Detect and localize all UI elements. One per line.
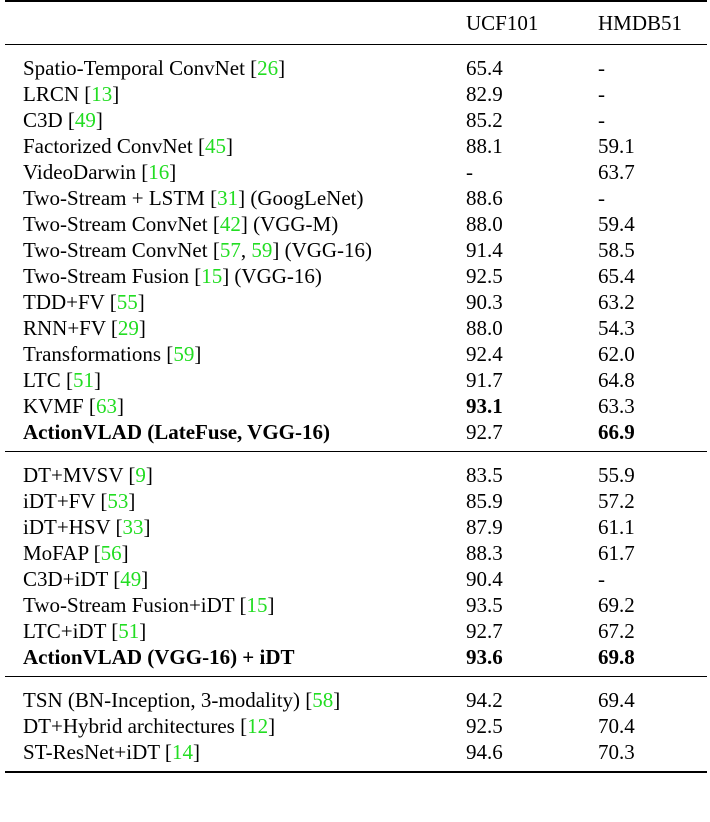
hmdb51-value: 62.0: [598, 342, 635, 366]
citation-link[interactable]: 14: [171, 740, 193, 764]
citation-link[interactable]: 63: [95, 394, 117, 418]
citation-link[interactable]: 59: [173, 342, 195, 366]
results-table: [5, 0, 707, 773]
table-row: [5, 185, 707, 211]
table-row: [5, 133, 707, 159]
ucf101-value: 83.5: [466, 463, 503, 487]
ucf101-value: 88.6: [466, 186, 503, 210]
citation-link[interactable]: 13: [91, 82, 113, 106]
citation-link[interactable]: 49: [120, 567, 142, 591]
header-row: [5, 2, 707, 44]
citation-link[interactable]: 56: [100, 541, 122, 565]
group-recent-methods: [5, 677, 707, 771]
citation-link[interactable]: 29: [117, 316, 139, 340]
citation-link[interactable]: 51: [118, 619, 140, 643]
group-two-stream-methods: [5, 45, 707, 451]
table-row: [5, 341, 707, 367]
ucf101-value: 88.1: [466, 134, 503, 158]
ucf101-value-best: 93.6: [466, 645, 503, 669]
table-row: [5, 159, 707, 185]
hmdb51-value-best: 66.9: [598, 420, 635, 444]
citation-link[interactable]: 58: [312, 688, 334, 712]
ucf101-value: 82.9: [466, 82, 503, 106]
citation-link[interactable]: 15: [246, 593, 268, 617]
ucf101-value: 85.2: [466, 108, 503, 132]
header-ucf101: UCF101: [466, 11, 539, 35]
citation-link[interactable]: 33: [122, 515, 144, 539]
ucf101-value: 88.0: [466, 212, 503, 236]
hmdb51-value: 61.1: [598, 515, 635, 539]
table-row: [5, 237, 707, 263]
method-cell: iDT+FV [53]: [23, 489, 136, 513]
method-cell: DT+MVSV [9]: [23, 463, 153, 487]
hmdb51-value: 64.8: [598, 368, 635, 392]
ucf101-value: 88.3: [466, 541, 503, 565]
citation-link[interactable]: 53: [107, 489, 129, 513]
ucf101-value: 90.4: [466, 567, 503, 591]
citation-link[interactable]: 45: [204, 134, 226, 158]
ucf101-value: 88.0: [466, 316, 503, 340]
method-cell: ActionVLAD (LateFuse, VGG-16): [23, 420, 331, 444]
method-cell: ST-ResNet+iDT [14]: [23, 740, 200, 764]
table-row: [5, 263, 707, 289]
hmdb51-value: 69.2: [598, 593, 635, 617]
method-cell: ActionVLAD (VGG-16) + iDT: [23, 645, 295, 669]
ucf101-value: 93.5: [466, 593, 503, 617]
table-row: [5, 488, 707, 514]
table-row: [5, 687, 707, 713]
citation-link[interactable]: 15: [201, 264, 223, 288]
method-cell: LTC [51]: [23, 368, 101, 392]
hmdb51-value: 63.2: [598, 290, 635, 314]
citation-link[interactable]: 16: [148, 160, 170, 184]
hmdb51-value: 55.9: [598, 463, 635, 487]
table-row: [5, 540, 707, 566]
method-cell: TSN (BN-Inception, 3-modality) [58]: [23, 688, 341, 712]
table-row: [5, 566, 707, 592]
hmdb51-value: 70.3: [598, 740, 635, 764]
table-row: [5, 462, 707, 488]
table-row: [5, 618, 707, 644]
header-hmdb51: HMDB51: [598, 11, 683, 35]
method-cell: iDT+HSV [33]: [23, 515, 151, 539]
hmdb51-value: 63.7: [598, 160, 635, 184]
bottom-rule: [5, 771, 707, 773]
citation-link[interactable]: 57: [219, 238, 241, 262]
ucf101-value: 94.2: [466, 688, 503, 712]
group-idt-methods: [5, 452, 707, 676]
hmdb51-value: -: [598, 82, 605, 106]
hmdb51-value: 67.2: [598, 619, 635, 643]
ucf101-value: 92.7: [466, 420, 503, 444]
table-row: [5, 315, 707, 341]
ucf101-value: 90.3: [466, 290, 503, 314]
method-cell: TDD+FV [55]: [23, 290, 145, 314]
hmdb51-value: 65.4: [598, 264, 635, 288]
ucf101-value: -: [466, 160, 473, 184]
ucf101-value: 92.4: [466, 342, 503, 366]
method-cell: Two-Stream Fusion+iDT [15]: [23, 593, 275, 617]
table-row: [5, 514, 707, 540]
method-cell: Transformations [59]: [23, 342, 202, 366]
hmdb51-value: -: [598, 567, 605, 591]
method-cell: LRCN [13]: [23, 82, 120, 106]
citation-link[interactable]: 49: [74, 108, 96, 132]
hmdb51-value: 58.5: [598, 238, 635, 262]
table-row: [5, 367, 707, 393]
method-cell: VideoDarwin [16]: [23, 160, 177, 184]
citation-link[interactable]: 26: [257, 56, 279, 80]
table-row: [5, 393, 707, 419]
hmdb51-value: 70.4: [598, 714, 635, 738]
citation-link[interactable]: 12: [247, 714, 269, 738]
citation-link[interactable]: 55: [116, 290, 138, 314]
method-cell: C3D [49]: [23, 108, 103, 132]
table-row: [5, 592, 707, 618]
method-cell: Spatio-Temporal ConvNet [26]: [23, 56, 286, 80]
table-row: [5, 211, 707, 237]
table-row-ours: [5, 419, 707, 445]
ucf101-value: 92.5: [466, 264, 503, 288]
method-cell: Two-Stream Fusion [15] (VGG-16): [23, 264, 322, 288]
hmdb51-value-best: 69.8: [598, 645, 635, 669]
ucf101-value: 92.5: [466, 714, 503, 738]
method-cell: KVMF [63]: [23, 394, 124, 418]
table-row: [5, 713, 707, 739]
ucf101-value: 91.4: [466, 238, 503, 262]
method-cell: LTC+iDT [51]: [23, 619, 147, 643]
ucf101-value: 85.9: [466, 489, 503, 513]
citation-link[interactable]: 31: [217, 186, 239, 210]
method-cell: Factorized ConvNet [45]: [23, 134, 233, 158]
table-row: [5, 81, 707, 107]
method-cell: C3D+iDT [49]: [23, 567, 149, 591]
hmdb51-value: 69.4: [598, 688, 635, 712]
citation-link[interactable]: 51: [72, 368, 94, 392]
ucf101-value: 65.4: [466, 56, 503, 80]
table-row: [5, 107, 707, 133]
hmdb51-value: -: [598, 186, 605, 210]
table-row: [5, 55, 707, 81]
method-cell: Two-Stream ConvNet [42] (VGG-M): [23, 212, 339, 236]
table-row-ours: [5, 644, 707, 670]
hmdb51-value: 59.1: [598, 134, 635, 158]
method-cell: DT+Hybrid architectures [12]: [23, 714, 276, 738]
ucf101-value-best: 93.1: [466, 394, 503, 418]
citation-link[interactable]: 59: [251, 238, 273, 262]
citation-link[interactable]: 9: [135, 463, 146, 487]
method-cell: Two-Stream ConvNet [57, 59] (VGG-16): [23, 238, 373, 262]
hmdb51-value: 54.3: [598, 316, 635, 340]
method-cell: RNN+FV [29]: [23, 316, 146, 340]
method-cell: Two-Stream + LSTM [31] (GoogLeNet): [23, 186, 364, 210]
ucf101-value: 91.7: [466, 368, 503, 392]
table-row: [5, 289, 707, 315]
table-row: [5, 739, 707, 765]
method-cell: MoFAP [56]: [23, 541, 129, 565]
citation-link[interactable]: 42: [219, 212, 241, 236]
hmdb51-value: -: [598, 56, 605, 80]
ucf101-value: 94.6: [466, 740, 503, 764]
ucf101-value: 87.9: [466, 515, 503, 539]
hmdb51-value: 61.7: [598, 541, 635, 565]
hmdb51-value: 57.2: [598, 489, 635, 513]
hmdb51-value: -: [598, 108, 605, 132]
hmdb51-value: 59.4: [598, 212, 635, 236]
ucf101-value: 92.7: [466, 619, 503, 643]
hmdb51-value: 63.3: [598, 394, 635, 418]
